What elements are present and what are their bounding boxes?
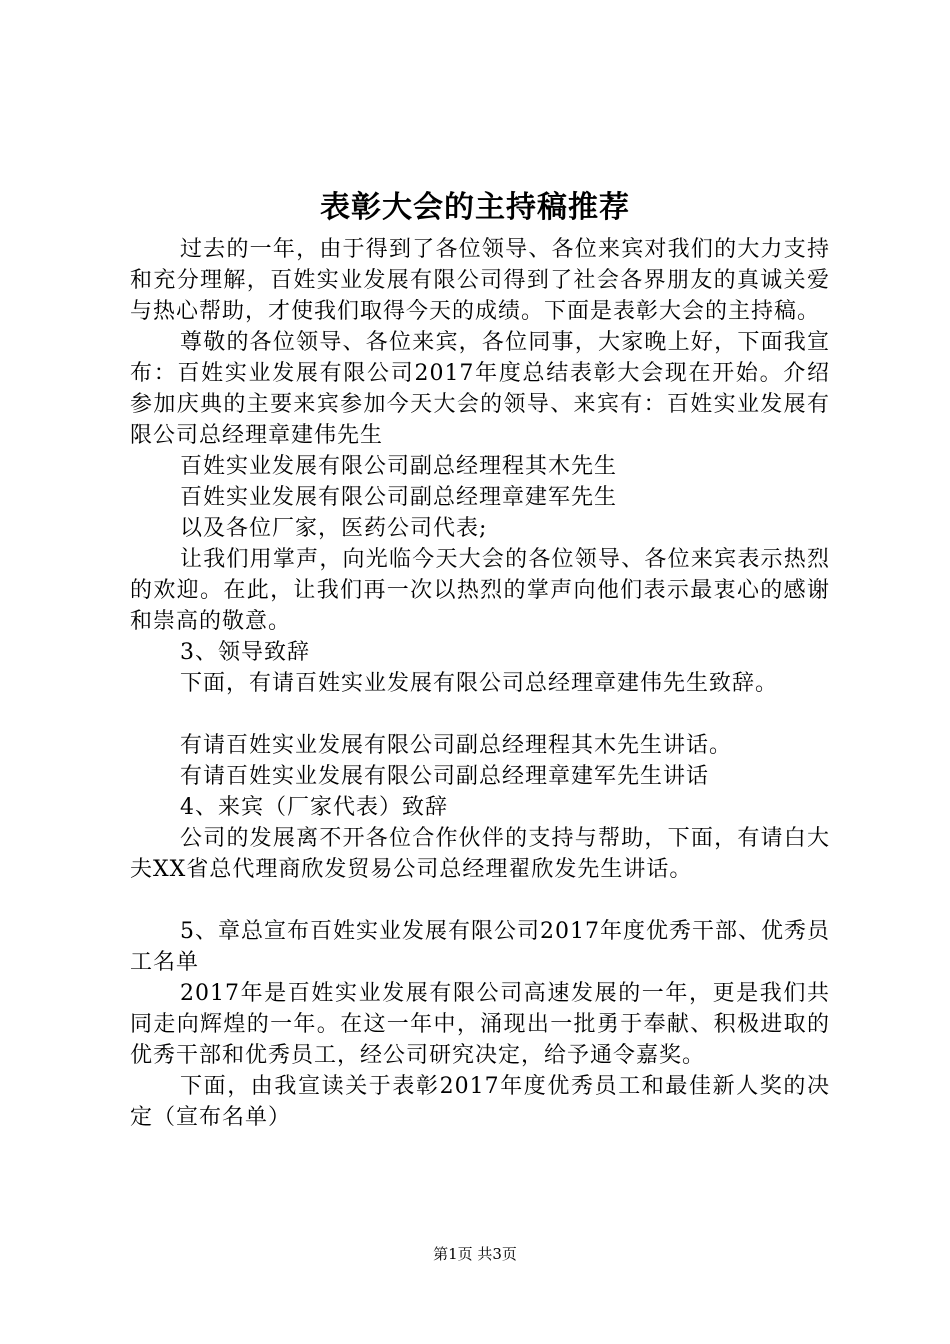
section-heading-3: 3、领导致辞 <box>180 640 310 665</box>
section-heading-5: 5、章总宣布百姓实业发展有限公司2017年度优秀干部、优秀员工名单 <box>130 919 830 975</box>
blank-line <box>130 885 830 916</box>
paragraph-guest-1: 百姓实业发展有限公司副总经理程其木先生 <box>180 454 618 479</box>
paragraph-announcement: 下面，由我宣读关于表彰2017年度优秀员工和最佳新人奖的决定（宣布名单） <box>130 1074 830 1130</box>
paragraph-speech-3: 有请百姓实业发展有限公司副总经理章建军先生讲话 <box>180 764 710 789</box>
paragraph-opening: 尊敬的各位领导、各位来宾，各位同事，大家晚上好，下面我宣布：百姓实业发展有限公司2017年度总结表彰大会现在开始。介绍参加庆典的主要来宾参加今天大会的领导、来宾有：百姓实业发展有限公司总经理章建伟先生 <box>130 330 830 448</box>
paragraph-guest-2: 百姓实业发展有限公司副总经理章建军先生 <box>180 485 618 510</box>
paragraph-year-summary: 2017年是百姓实业发展有限公司高速发展的一年，更是我们共同走向辉煌的一年。在这一年中，涌现出一批勇于奉献、积极进取的优秀干部和优秀员工，经公司研究决定，给予通令嘉奖。 <box>130 981 830 1068</box>
paragraph-partner: 公司的发展离不开各位合作伙伴的支持与帮助，下面，有请白大夫XX省总代理商欣发贸易公司总经理翟欣发先生讲话。 <box>130 826 830 882</box>
blank-line <box>130 699 830 730</box>
document-body <box>130 234 830 1133</box>
section-heading-4: 4、来宾（厂家代表）致辞 <box>180 795 448 820</box>
paragraph-speech-1: 下面，有请百姓实业发展有限公司总经理章建伟先生致辞。 <box>180 671 779 696</box>
paragraph-intro: 过去的一年，由于得到了各位领导、各位来宾对我们的大力支持和充分理解，百姓实业发展有限公司得到了社会各界朋友的真诚关爱与热心帮助，才使我们取得今天的成绩。下面是表彰大会的主持稿。 <box>130 237 830 324</box>
document-title: 表彰大会的主持稿推荐 <box>320 190 630 225</box>
page-footer: 第1页 共3页 <box>433 1245 517 1263</box>
paragraph-guest-3: 以及各位厂家，医药公司代表; <box>180 516 488 541</box>
paragraph-welcome: 让我们用掌声，向光临今天大会的各位领导、各位来宾表示热烈的欢迎。在此，让我们再一次以热烈的掌声向他们表示最衷心的感谢和崇高的敬意。 <box>130 547 830 634</box>
paragraph-speech-2: 有请百姓实业发展有限公司副总经理程其木先生讲话。 <box>180 733 733 758</box>
